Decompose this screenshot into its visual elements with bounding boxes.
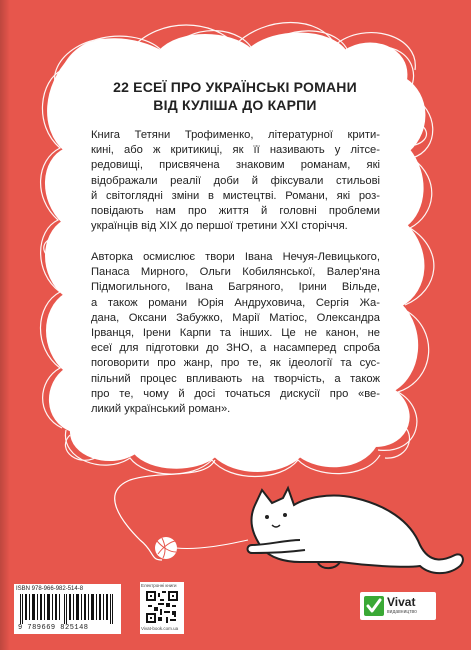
publisher-logo (360, 592, 436, 620)
text-line: українців від XIX до першої третини XXI сторіччя. (91, 220, 348, 233)
text-line: Ірванця, Ірени Карпи та інших. Це не канон, не (91, 327, 380, 340)
description-paragraph-1 (91, 128, 380, 234)
text-line: про те, чому й досі точаться дискусії про «ве- (91, 387, 380, 400)
book-title (70, 78, 400, 114)
text-line: Панаса Мирного, Ольги Кобилянської, Валер'яна (91, 266, 380, 279)
text-line: ликий український роман». (91, 403, 231, 416)
text-line: редовищі, присвячена знаковим романам, які (91, 159, 380, 172)
text-line: повідають нам про життя й головні проблеми (91, 205, 380, 218)
cat-illustration (248, 488, 463, 573)
text-line: Авторка осмислює твори Івана Нечуя-Левицького, (91, 251, 380, 263)
text-line: Підмогильного, Івана Багряного, Ірини Вільде, (91, 281, 380, 294)
text-line: Книга Тетяни Трофименко, літературної крити- (91, 129, 380, 141)
yarn-ball (155, 537, 177, 559)
text-line: й світоглядні зміни в мистецтві. Романи, які роз- (91, 189, 380, 202)
barcode-number: 9 789669 825148 (18, 624, 89, 632)
isbn-barcode-block (14, 584, 121, 634)
vivat-check-icon (364, 596, 384, 616)
text-line: кині, або ж критикиці, як її називають у літсе- (91, 144, 380, 157)
publisher-sub: видавництво (387, 609, 417, 615)
title-line-2: ВІД КУЛІША ДО КАРПИ (153, 97, 317, 113)
publisher-name: Vivat (387, 595, 416, 609)
text-line: есеї для підготовки до ЗНО, а насамперед спроба (91, 342, 380, 355)
title-line-1: 22 ЕСЕЇ ПРО УКРАЇНСЬКІ РОМАНИ (113, 79, 357, 95)
text-line: поговорити про жанр, про те, як ідеології та сус- (91, 357, 380, 370)
text-line: відображали реалії доби й фіксували стильові (91, 174, 380, 187)
barcode-icon (18, 594, 117, 624)
description-paragraph-2 (91, 250, 380, 417)
text-line: пільний процес впливають на творчість, а також (91, 372, 380, 385)
text-line: дана, Оксани Забужко, Марії Матіос, Олександра (91, 311, 380, 324)
isbn-label: ISBN 978-966-982-514-8 (16, 586, 84, 592)
text-line: а також романи Юрія Андруховича, Сергія Жа- (91, 296, 380, 309)
qr-code-icon (146, 591, 178, 623)
qr-code-block (140, 582, 184, 634)
qr-label: Електронні книги (141, 583, 177, 588)
qr-sublabel: Vivat-book.com.ua (141, 626, 179, 631)
